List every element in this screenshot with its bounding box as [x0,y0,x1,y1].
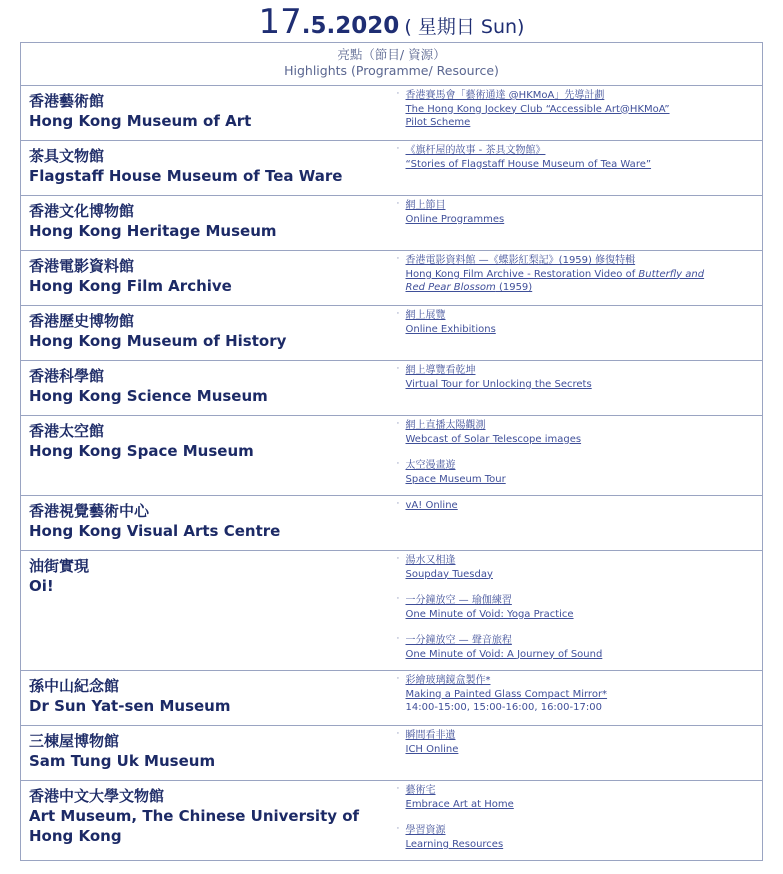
table-row [21,671,763,726]
resource-link[interactable]: vA! Online [405,500,458,511]
bullet-icon: · [396,309,400,319]
resource-link[interactable]: 太空漫畫遊 [405,460,456,471]
venue-name-zh: 香港藝術館 [29,92,105,110]
bullet-icon: · [396,784,400,794]
bullet-icon: · [396,89,400,99]
venue-name-zh: 香港太空館 [29,422,105,440]
venue-cell [21,416,392,496]
bullet-icon: · [396,594,400,604]
table-row [21,416,763,496]
table-header [21,43,763,86]
venue-name-en: Hong Kong Museum of Art [29,112,252,130]
date-weekday: ( 星期日 Sun) [404,16,525,38]
resource-cell [392,86,763,141]
venue-cell [21,361,392,416]
venue-name-en: Hong Kong Heritage Museum [29,222,277,240]
venue-name-en: Oi! [29,577,54,595]
venue-name-zh: 香港中文大學文物館 [29,787,165,805]
resource-link[interactable]: ICH Online [405,743,459,755]
venue-name-en: Hong Kong Space Museum [29,442,254,460]
resource-link[interactable]: 彩繪玻璃鏡盒製作* [405,675,491,686]
table-row [21,306,763,361]
table-row [21,196,763,251]
venue-cell [21,551,392,671]
resource-cell [392,361,763,416]
venue-name-zh: 香港視覺藝術中心 [29,502,150,520]
resource-link[interactable]: 一分鐘放空 — 聲音旅程 [405,635,512,646]
venue-cell [21,726,392,781]
resource-link[interactable]: 藝術宅 [405,785,436,796]
table-row [21,361,763,416]
bullet-icon: · [396,824,400,834]
resource-item [397,634,763,661]
resource-item [397,784,763,811]
venue-name-en: Art Museum, The Chinese University of Hong Kong [29,807,360,845]
resource-item [397,199,763,226]
resource-item [397,254,763,295]
venue-name-zh: 香港電影資料館 [29,257,135,275]
resource-cell [392,496,763,551]
resource-cell [392,551,763,671]
venue-name-zh: 香港科學館 [29,367,105,385]
resource-cell [392,726,763,781]
resource-link[interactable]: Hong Kong Film Archive - Restoration Video of Butterfly and [405,268,705,280]
resource-link[interactable]: Red Pear Blossom (1959) [405,282,533,293]
resource-cell [392,196,763,251]
resource-item [397,674,763,715]
table-row [21,781,763,861]
resource-link[interactable]: 湯水又相逢 [405,555,456,566]
bullet-icon: · [396,554,400,564]
venue-name-zh: 孫中山紀念館 [29,677,120,695]
resource-link[interactable]: “Stories of Flagstaff House Museum of Tea Ware” [405,158,652,170]
venue-name-zh: 香港文化博物館 [29,202,135,220]
page-title [0,2,783,42]
resource-link[interactable]: Space Museum Tour [405,473,506,485]
resource-link[interactable]: 一分鐘放空 — 瑜伽練習 [405,595,512,606]
resource-link[interactable]: 網上節目 [405,200,446,211]
resource-link[interactable]: 香港電影資料館 —《蝶影紅梨記》(1959) 修復特輯 [405,255,636,266]
venue-name-zh: 油街實現 [29,557,90,575]
resource-link[interactable]: Making a Painted Glass Compact Mirror* [405,688,608,700]
resource-link[interactable]: Virtual Tour for Unlocking the Secrets [405,378,592,390]
resource-link[interactable]: One Minute of Void: A Journey of Sound [405,648,603,660]
resource-item [397,419,763,446]
table-row [21,726,763,781]
resource-item [397,554,763,581]
venue-name-en: Hong Kong Museum of History [29,332,287,350]
resource-link[interactable]: Learning Resources [405,838,504,850]
table-header-row [21,43,763,86]
resource-item [397,309,763,336]
resource-link[interactable]: Online Exhibitions [405,323,496,335]
session-times: 14:00-15:00, 15:00-16:00, 16:00-17:00 [405,702,602,713]
resource-cell [392,781,763,861]
table-header-en: Highlights (Programme/ Resource) [284,63,499,78]
resource-item [397,824,763,851]
resource-cell [392,416,763,496]
table-row [21,496,763,551]
bullet-icon: · [396,254,400,264]
venue-cell [21,196,392,251]
resource-link[interactable]: Pilot Scheme [405,117,471,128]
venue-name-zh: 三棟屋博物館 [29,732,120,750]
resource-cell [392,141,763,196]
venue-name-en: Hong Kong Science Museum [29,387,268,405]
bullet-icon: · [396,199,400,209]
resource-item [397,729,763,756]
resource-link[interactable]: 瞬間看非遺 [405,730,456,741]
resource-item [397,89,763,130]
venue-cell [21,496,392,551]
venue-cell [21,781,392,861]
highlights-table [20,42,763,861]
resource-link[interactable]: The Hong Kong Jockey Club “Accessible Art@HKMoA” [405,103,670,115]
venue-cell [21,306,392,361]
venue-cell [21,251,392,306]
venue-cell [21,141,392,196]
table-body [21,86,763,861]
resource-item [397,594,763,621]
resource-link[interactable]: 網上展覽 [405,310,446,321]
bullet-icon: · [396,634,400,644]
resource-item [397,459,763,486]
table-row [21,551,763,671]
resource-link[interactable]: Soupday Tuesday [405,568,493,580]
resource-link[interactable]: 香港賽馬會「藝術通達 @HKMoA」先導計劃 [405,90,605,101]
date-month-year: .5.2020 [301,13,400,39]
resource-link[interactable]: 網上直播太陽觀測 [405,420,486,431]
resource-cell [392,306,763,361]
bullet-icon: · [396,419,400,429]
resource-item [397,499,763,513]
bullet-icon: · [396,364,400,374]
resource-link[interactable]: Embrace Art at Home [405,798,514,810]
bullet-icon: · [396,459,400,469]
venue-name-en: Hong Kong Visual Arts Centre [29,522,281,540]
table-header-zh: 亮點（節目/ 資源） [337,47,446,62]
table-row [21,251,763,306]
resource-link[interactable]: Webcast of Solar Telescope images [405,433,582,445]
venue-name-zh: 茶具文物館 [29,147,105,165]
table-row [21,141,763,196]
venue-name-en: Hong Kong Film Archive [29,277,232,295]
bullet-icon: · [396,499,400,509]
venue-name-en: Dr Sun Yat-sen Museum [29,697,231,715]
date-day: 17 [258,2,302,42]
bullet-icon: · [396,674,400,684]
venue-cell [21,671,392,726]
resource-cell [392,251,763,306]
resource-link[interactable]: 《旗杆屋的故事 - 茶具文物館》 [405,145,546,156]
venue-name-zh: 香港歷史博物館 [29,312,135,330]
resource-item [397,144,763,171]
resource-item [397,364,763,391]
resource-link[interactable]: 學習資源 [405,825,446,836]
venue-cell [21,86,392,141]
bullet-icon: · [396,729,400,739]
resource-link[interactable]: One Minute of Void: Yoga Practice [405,608,574,620]
venue-name-en: Flagstaff House Museum of Tea Ware [29,167,343,185]
resource-link[interactable]: Online Programmes [405,213,505,225]
bullet-icon: · [396,144,400,154]
table-row [21,86,763,141]
resource-link[interactable]: 網上導覽看乾坤 [405,365,476,376]
venue-name-en: Sam Tung Uk Museum [29,752,216,770]
resource-cell [392,671,763,726]
